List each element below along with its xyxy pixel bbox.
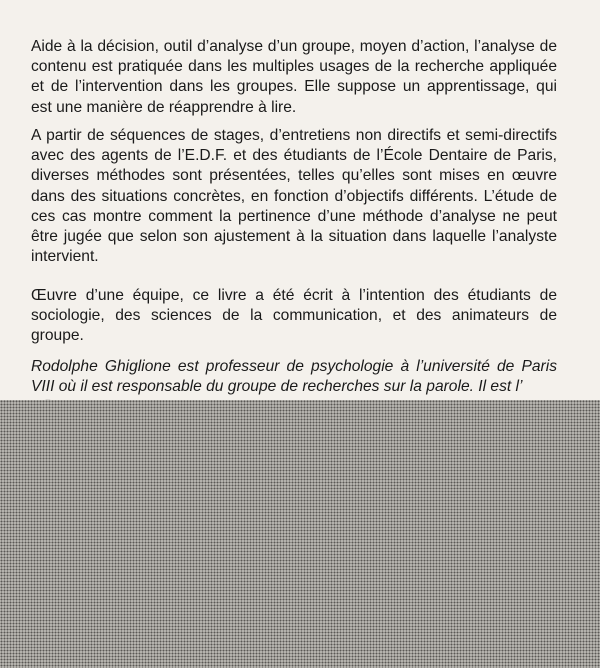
paragraph-author-bio: Rodolphe Ghiglione est professeur de psychologie à l’université de Paris VIII où il est responsable du groupe de recherches sur la parole. Il est l’	[31, 358, 557, 396]
paragraph-audience: Œuvre d’une équipe, ce livre a été écrit à l’intention des étudiants de sociologie, des sciences de la communication, et des animateurs de groupe.	[31, 287, 557, 345]
paragraph-methods: A partir de séquences de stages, d’entretiens non directifs et semi-directifs avec des agents de l’E.D.F. et des étudiants de l’École Dentaire de Paris, diverses méthodes sont présentées, telles qu’elles sont mises en œuvre dans des situations concrètes, en fonction d’objectifs différents. L’étude de ces cas montre comment la pertinence d’une méthode d’analyse ne peut être jugée que selon son ajustement à la situation dans laquelle l’analyste intervient.	[31, 127, 557, 266]
halftone-overlay	[0, 400, 600, 668]
paragraph-intro: Aide à la décision, outil d’analyse d’un groupe, moyen d’action, l’analyse de contenu est pratiquée dans les multiples usages de la recherche appliquée et de l’intervention dans les groupes. Elle suppose un apprentissage, qui est une manière de réapprendre à lire.	[31, 38, 557, 116]
